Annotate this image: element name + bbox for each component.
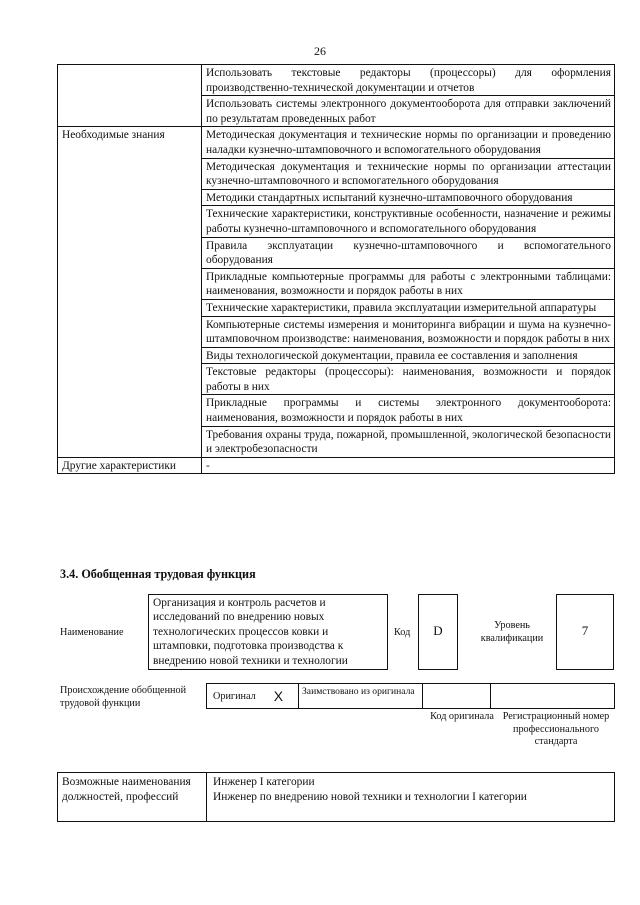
skills-knowledge-table [57, 64, 615, 474]
qualification-level-box: 7 [556, 594, 614, 670]
position-item: Инженер I категории [213, 776, 315, 788]
row-label: Необходимые знания [58, 127, 202, 457]
section-heading: 3.4. Обобщенная трудовая функция [60, 567, 256, 581]
origin-row [206, 683, 615, 709]
positions-label: Возможные наименования должностей, профессий [58, 773, 207, 821]
row-label [58, 65, 202, 127]
position-item: Инженер по внедрению новой техники и технологии I категории [213, 791, 527, 803]
row-item: Требования охраны труда, пожарной, промышленной, экологической безопасности и электробезопасности [202, 426, 615, 457]
row-item: Использовать системы электронного документооборота для отправки заключений по результатам проведенных работ [202, 96, 615, 127]
row-item: Методическая документация и технические нормы по организации аттестации кузнечно-штамповочного и вспомогательного оборудования [202, 158, 615, 189]
row-item: Прикладные компьютерные программы для работы с электронными таблицами: наименования, возможности и порядок работы в них [202, 268, 615, 299]
row-item: Методическая документация и технические нормы по организации и проведению наладки кузнечно-штамповочного и вспомогательного оборудования [202, 127, 615, 158]
table-row [58, 457, 615, 474]
positions-list [207, 773, 614, 821]
original-cell [207, 684, 299, 708]
row-item: Использовать текстовые редакторы (процессоры) для оформления производственно-технической документации и отчетов [202, 65, 615, 96]
reg-number-label: Регистрационный номер профессионального стандарта [502, 711, 610, 748]
qualification-level-label: Уровень квалификации [480, 620, 544, 644]
original-label: Оригинал [213, 690, 256, 702]
row-label: Другие характеристики [58, 457, 202, 474]
function-name-box: Организация и контроль расчетов и исследований по внедрению новых технологических процессов ковки и штамповки, подготовка производства к внедрению новой техники и технологии [148, 594, 388, 670]
original-mark: X [273, 688, 284, 704]
row-item: Технические характеристики, конструктивные особенности, назначение и режимы работы кузнечно-штамповочного и вспомогательного оборудования [202, 206, 615, 237]
borrowed-label: Заимствовано из оригинала [299, 684, 423, 708]
reg-number-cell [491, 684, 614, 708]
row-item: Правила эксплуатации кузнечно-штамповочного и вспомогательного оборудования [202, 237, 615, 268]
row-item: Прикладные программы и системы электронного документооборота: наименования, возможности и порядок работы в них [202, 395, 615, 426]
row-item: Методики стандартных испытаний кузнечно-штамповочного оборудования [202, 189, 615, 206]
table-row [58, 65, 615, 96]
code-original-label: Код оригинала [430, 711, 494, 722]
table-row [58, 127, 615, 158]
origin-label: Происхождение обобщенной трудовой функции [60, 685, 187, 709]
code-original-cell [423, 684, 491, 708]
page-number: 26 [314, 44, 326, 58]
positions-table [57, 772, 615, 822]
row-item: Компьютерные системы измерения и мониторинга вибрации и шума на кузнечно-штамповочном производстве: наименования, возможности и порядок работы в них [202, 316, 615, 347]
row-item: Технические характеристики, правила эксплуатации измерительной аппаратуры [202, 299, 615, 316]
row-item: Текстовые редакторы (процессоры): наименования, возможности и порядок работы в них [202, 364, 615, 395]
row-item: Виды технологической документации, правила ее составления и заполнения [202, 347, 615, 364]
function-code-label: Код [394, 627, 411, 638]
row-item: - [202, 457, 615, 474]
function-code-box: D [418, 594, 458, 670]
function-name-label: Наименование [60, 627, 124, 638]
